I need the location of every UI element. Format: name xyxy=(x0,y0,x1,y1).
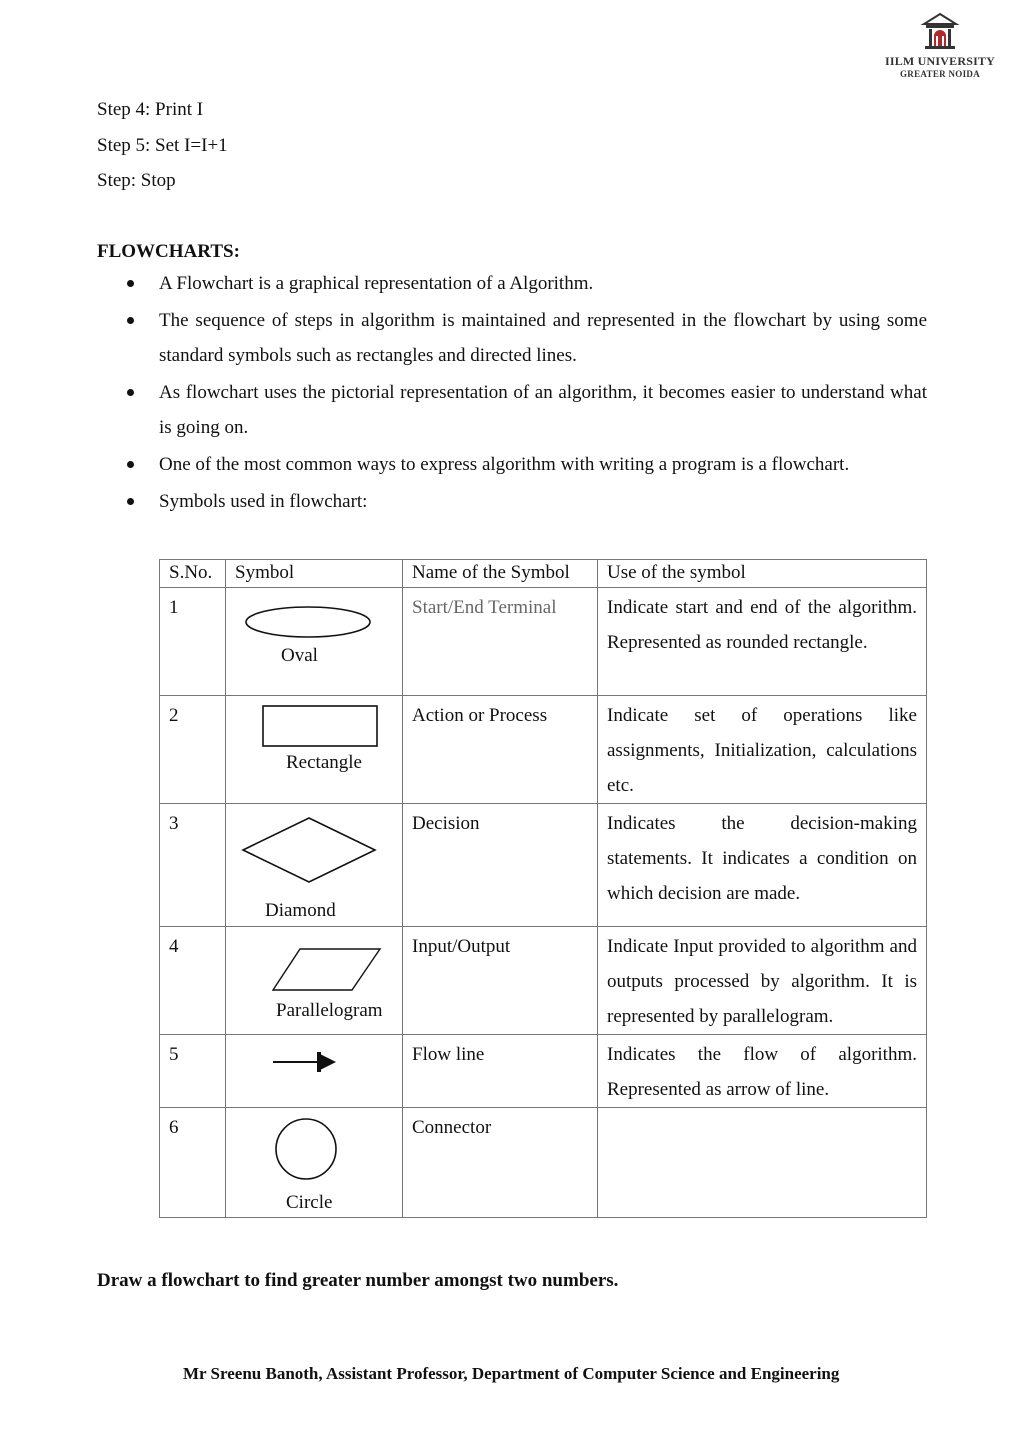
logo-title: IILM UNIVERSITY xyxy=(884,54,996,68)
table-row xyxy=(160,1108,927,1218)
oval-icon xyxy=(245,606,373,640)
symbol-cell xyxy=(226,696,403,804)
symbols-table xyxy=(159,559,927,1218)
row-sno: 6 xyxy=(160,1108,226,1218)
symbol-label: Circle xyxy=(286,1192,333,1213)
symbol-cell xyxy=(226,588,403,696)
symbol-cell xyxy=(226,804,403,927)
step-line: Step 5: Set I=I+1 xyxy=(97,135,228,156)
row-name: Action or Process xyxy=(403,696,598,804)
row-use: Indicates the flow of algorithm. Represented as arrow of line. xyxy=(598,1035,927,1108)
header-sno: S.No. xyxy=(160,560,226,588)
row-use: Indicate set of operations like assignments, Initialization, calculations etc. xyxy=(598,696,927,804)
table-row xyxy=(160,696,927,804)
header-symbol: Symbol xyxy=(226,560,403,588)
row-sno: 3 xyxy=(160,804,226,927)
symbol-label: Parallelogram xyxy=(276,1000,383,1021)
row-use: Indicate Input provided to algorithm and outputs processed by algorithm. It is represented by parallelogram. xyxy=(598,927,927,1035)
table-header-row xyxy=(160,560,927,588)
university-building-icon xyxy=(920,12,960,52)
parallelogram-icon xyxy=(272,947,384,993)
header-name: Name of the Symbol xyxy=(403,560,598,588)
row-sno: 5 xyxy=(160,1035,226,1108)
page-footer: Mr Sreenu Banoth, Assistant Professor, Department of Computer Science and Engineering xyxy=(183,1364,840,1383)
row-sno: 1 xyxy=(160,588,226,696)
bullet-item: A Flowchart is a graphical representation of a Algorithm. xyxy=(97,266,927,301)
bullet-item: Symbols used in flowchart: xyxy=(97,484,927,519)
table-row xyxy=(160,1035,927,1108)
arrow-icon xyxy=(272,1049,340,1075)
bullet-dot-icon xyxy=(127,280,134,287)
symbol-label: Oval xyxy=(281,645,318,666)
row-use: Indicates the decision-making statements. It indicates a condition on which decision are made. xyxy=(598,804,927,927)
row-name: Flow line xyxy=(403,1035,598,1108)
step-line: Step: Stop xyxy=(97,170,176,191)
row-sno: 4 xyxy=(160,927,226,1035)
header-use: Use of the symbol xyxy=(598,560,927,588)
row-name: Input/Output xyxy=(403,927,598,1035)
bullet-item: The sequence of steps in algorithm is maintained and represented in the flowchart by using some standard symbols such as rectangles and directed lines. xyxy=(97,303,927,373)
symbol-cell xyxy=(226,1035,403,1108)
row-name: Start/End Terminal xyxy=(403,588,598,696)
row-sno: 2 xyxy=(160,696,226,804)
logo-subtitle: GREATER NOIDA xyxy=(900,69,980,79)
circle-icon xyxy=(274,1117,340,1183)
table-row xyxy=(160,588,927,696)
bullet-item: One of the most common ways to express algorithm with writing a program is a flowchart. xyxy=(97,447,927,482)
task-heading: Draw a flowchart to find greater number amongst two numbers. xyxy=(97,1270,619,1291)
bullet-dot-icon xyxy=(127,461,134,468)
table-row xyxy=(160,804,927,927)
row-use xyxy=(598,1108,927,1218)
row-name: Decision xyxy=(403,804,598,927)
row-name: Connector xyxy=(403,1108,598,1218)
row-use: Indicate start and end of the algorithm. Represented as rounded rectangle. xyxy=(598,588,927,696)
bullet-list xyxy=(97,266,927,521)
step-line: Step 4: Print I xyxy=(97,99,204,120)
symbol-label: Rectangle xyxy=(286,752,362,773)
symbol-label: Diamond xyxy=(265,900,336,921)
university-logo xyxy=(884,12,996,92)
bullet-item: As flowchart uses the pictorial representation of an algorithm, it becomes easier to understand what is going on. xyxy=(97,375,927,445)
diamond-icon xyxy=(241,816,379,884)
section-heading: FLOWCHARTS: xyxy=(97,241,240,262)
symbol-cell xyxy=(226,1108,403,1218)
bullet-dot-icon xyxy=(127,389,134,396)
rectangle-icon xyxy=(262,705,380,749)
bullet-dot-icon xyxy=(127,498,134,505)
bullet-dot-icon xyxy=(127,317,134,324)
table-row xyxy=(160,927,927,1035)
symbol-cell xyxy=(226,927,403,1035)
